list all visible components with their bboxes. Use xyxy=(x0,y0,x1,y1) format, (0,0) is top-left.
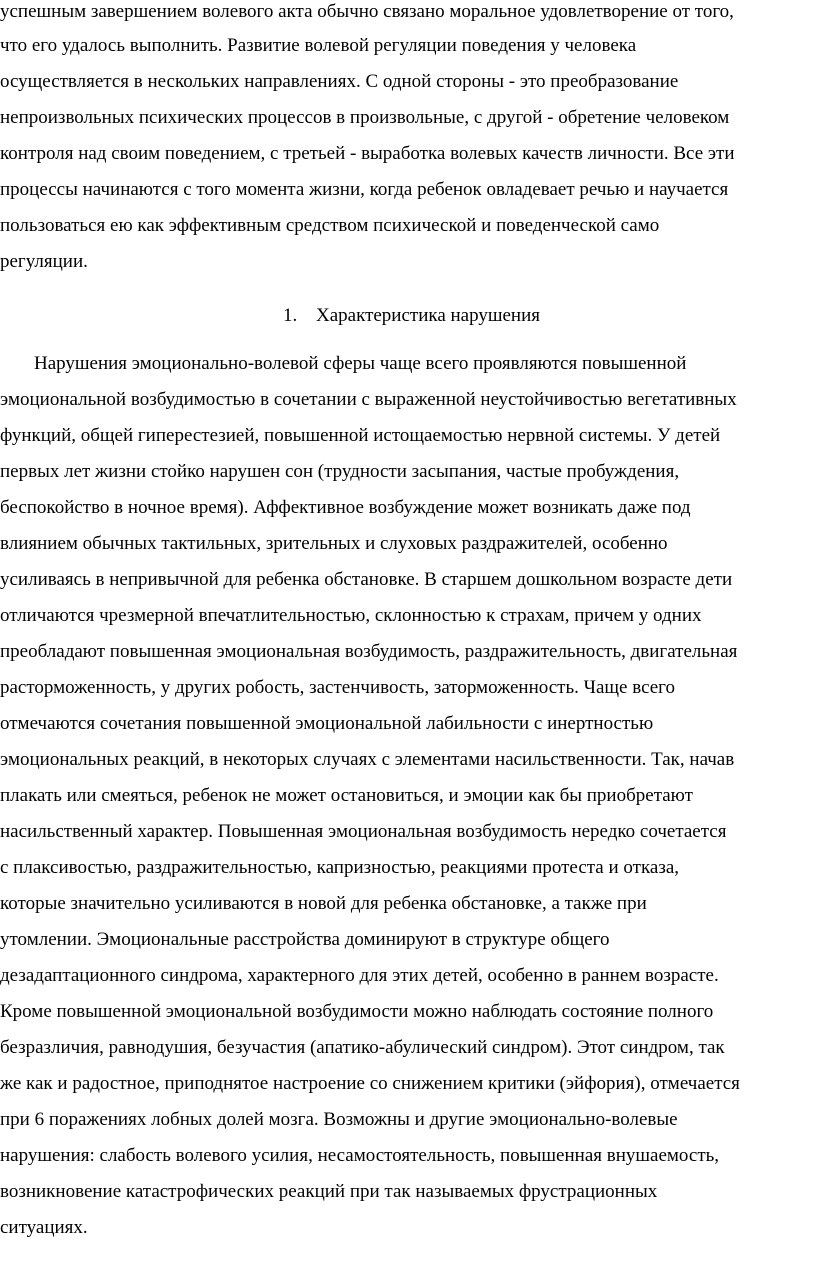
paragraph-line: же как и радостное, приподнятое настроение со снижением критики (эйфория), отмечается xyxy=(0,1073,740,1094)
paragraph-line: непроизвольных психических процессов в произвольные, с другой - обретение человеком xyxy=(0,107,730,128)
paragraph-line: утомлении. Эмоциональные расстройства доминируют в структуре общего xyxy=(0,929,610,950)
paragraph-line: при 6 поражениях лобных долей мозга. Возможны и другие эмоционально-волевые xyxy=(0,1109,678,1130)
paragraph-line: беспокойство в ночное время). Аффективное возбуждение может возникать даже под xyxy=(0,497,691,518)
paragraph-line: успешным завершением волевого акта обычно связано моральное удовлетворение от того, xyxy=(0,1,734,22)
paragraph-line: что его удалось выполнить. Развитие волевой регуляции поведения у человека xyxy=(0,35,637,56)
section-heading xyxy=(0,304,816,328)
paragraph-line: плакать или смеяться, ребенок не может остановиться, и эмоции как бы приобретают xyxy=(0,785,693,806)
paragraph-line: регуляции. xyxy=(0,251,88,272)
paragraph-line: усиливаясь в непривычной для ребенка обстановке. В старшем дошкольном возрасте дети xyxy=(0,569,733,590)
paragraph-line: пользоваться ею как эффективным средством психической и поведенческой само xyxy=(0,215,660,236)
paragraph-line: ситуациях. xyxy=(0,1217,88,1238)
paragraph-line: эмоциональных реакций, в некоторых случаях с элементами насильственности. Так, начав xyxy=(0,749,735,770)
paragraph-line: влиянием обычных тактильных, зрительных и слуховых раздражителей, особенно xyxy=(0,533,668,554)
section-number: 1. xyxy=(283,305,298,326)
paragraph-line: отличаются чрезмерной впечатлительностью, склонностью к страхам, причем у одних xyxy=(0,605,702,626)
paragraph-line: безразличия, равнодушия, безучастия (апатико-абулический синдром). Этот синдром, так xyxy=(0,1037,725,1058)
paragraph-line: контроля над своим поведением, с третьей - выработка волевых качеств личности. Все эти xyxy=(0,143,735,164)
paragraph-line: преобладают повышенная эмоциональная возбудимость, раздражительность, двигательная xyxy=(0,641,738,662)
paragraph-line: первых лет жизни стойко нарушен сон (трудности засыпания, частые пробуждения, xyxy=(0,461,680,482)
paragraph-line: с плаксивостью, раздражительностью, капризностью, реакциями протеста и отказа, xyxy=(0,857,680,878)
section-title: Характеристика нарушения xyxy=(316,305,540,326)
paragraph-line: Нарушения эмоционально-волевой сферы чаще всего проявляются повышенной xyxy=(34,353,687,374)
paragraph-line: насильственный характер. Повышенная эмоциональная возбудимость нередко сочетается xyxy=(0,821,727,842)
paragraph-line: возникновение катастрофических реакций при так называемых фрустрационных xyxy=(0,1181,658,1202)
paragraph-line: функций, общей гиперестезией, повышенной истощаемостью нервной системы. У детей xyxy=(0,425,721,446)
paragraph-line: нарушения: слабость волевого усилия, несамостоятельность, повышенная внушаемость, xyxy=(0,1145,720,1166)
paragraph-line: Кроме повышенной эмоциональной возбудимости можно наблюдать состояние полного xyxy=(0,1001,714,1022)
paragraph-line: расторможенность, у других робость, застенчивость, заторможенность. Чаще всего xyxy=(0,677,675,698)
paragraph-line: отмечаются сочетания повышенной эмоциональной лабильности с инертностью xyxy=(0,713,654,734)
paragraph-line: процессы начинаются с того момента жизни, когда ребенок овладевает речью и научается xyxy=(0,179,729,200)
paragraph-line: осуществляется в нескольких направлениях. С одной стороны - это преобразование xyxy=(0,71,679,92)
paragraph-line: дезадаптационного синдрома, характерного для этих детей, особенно в раннем возрасте. xyxy=(0,965,719,986)
paragraph-line: эмоциональной возбудимостью в сочетании с выраженной неустойчивостью вегетативных xyxy=(0,389,737,410)
paragraph-line: которые значительно усиливаются в новой для ребенка обстановке, а также при xyxy=(0,893,647,914)
